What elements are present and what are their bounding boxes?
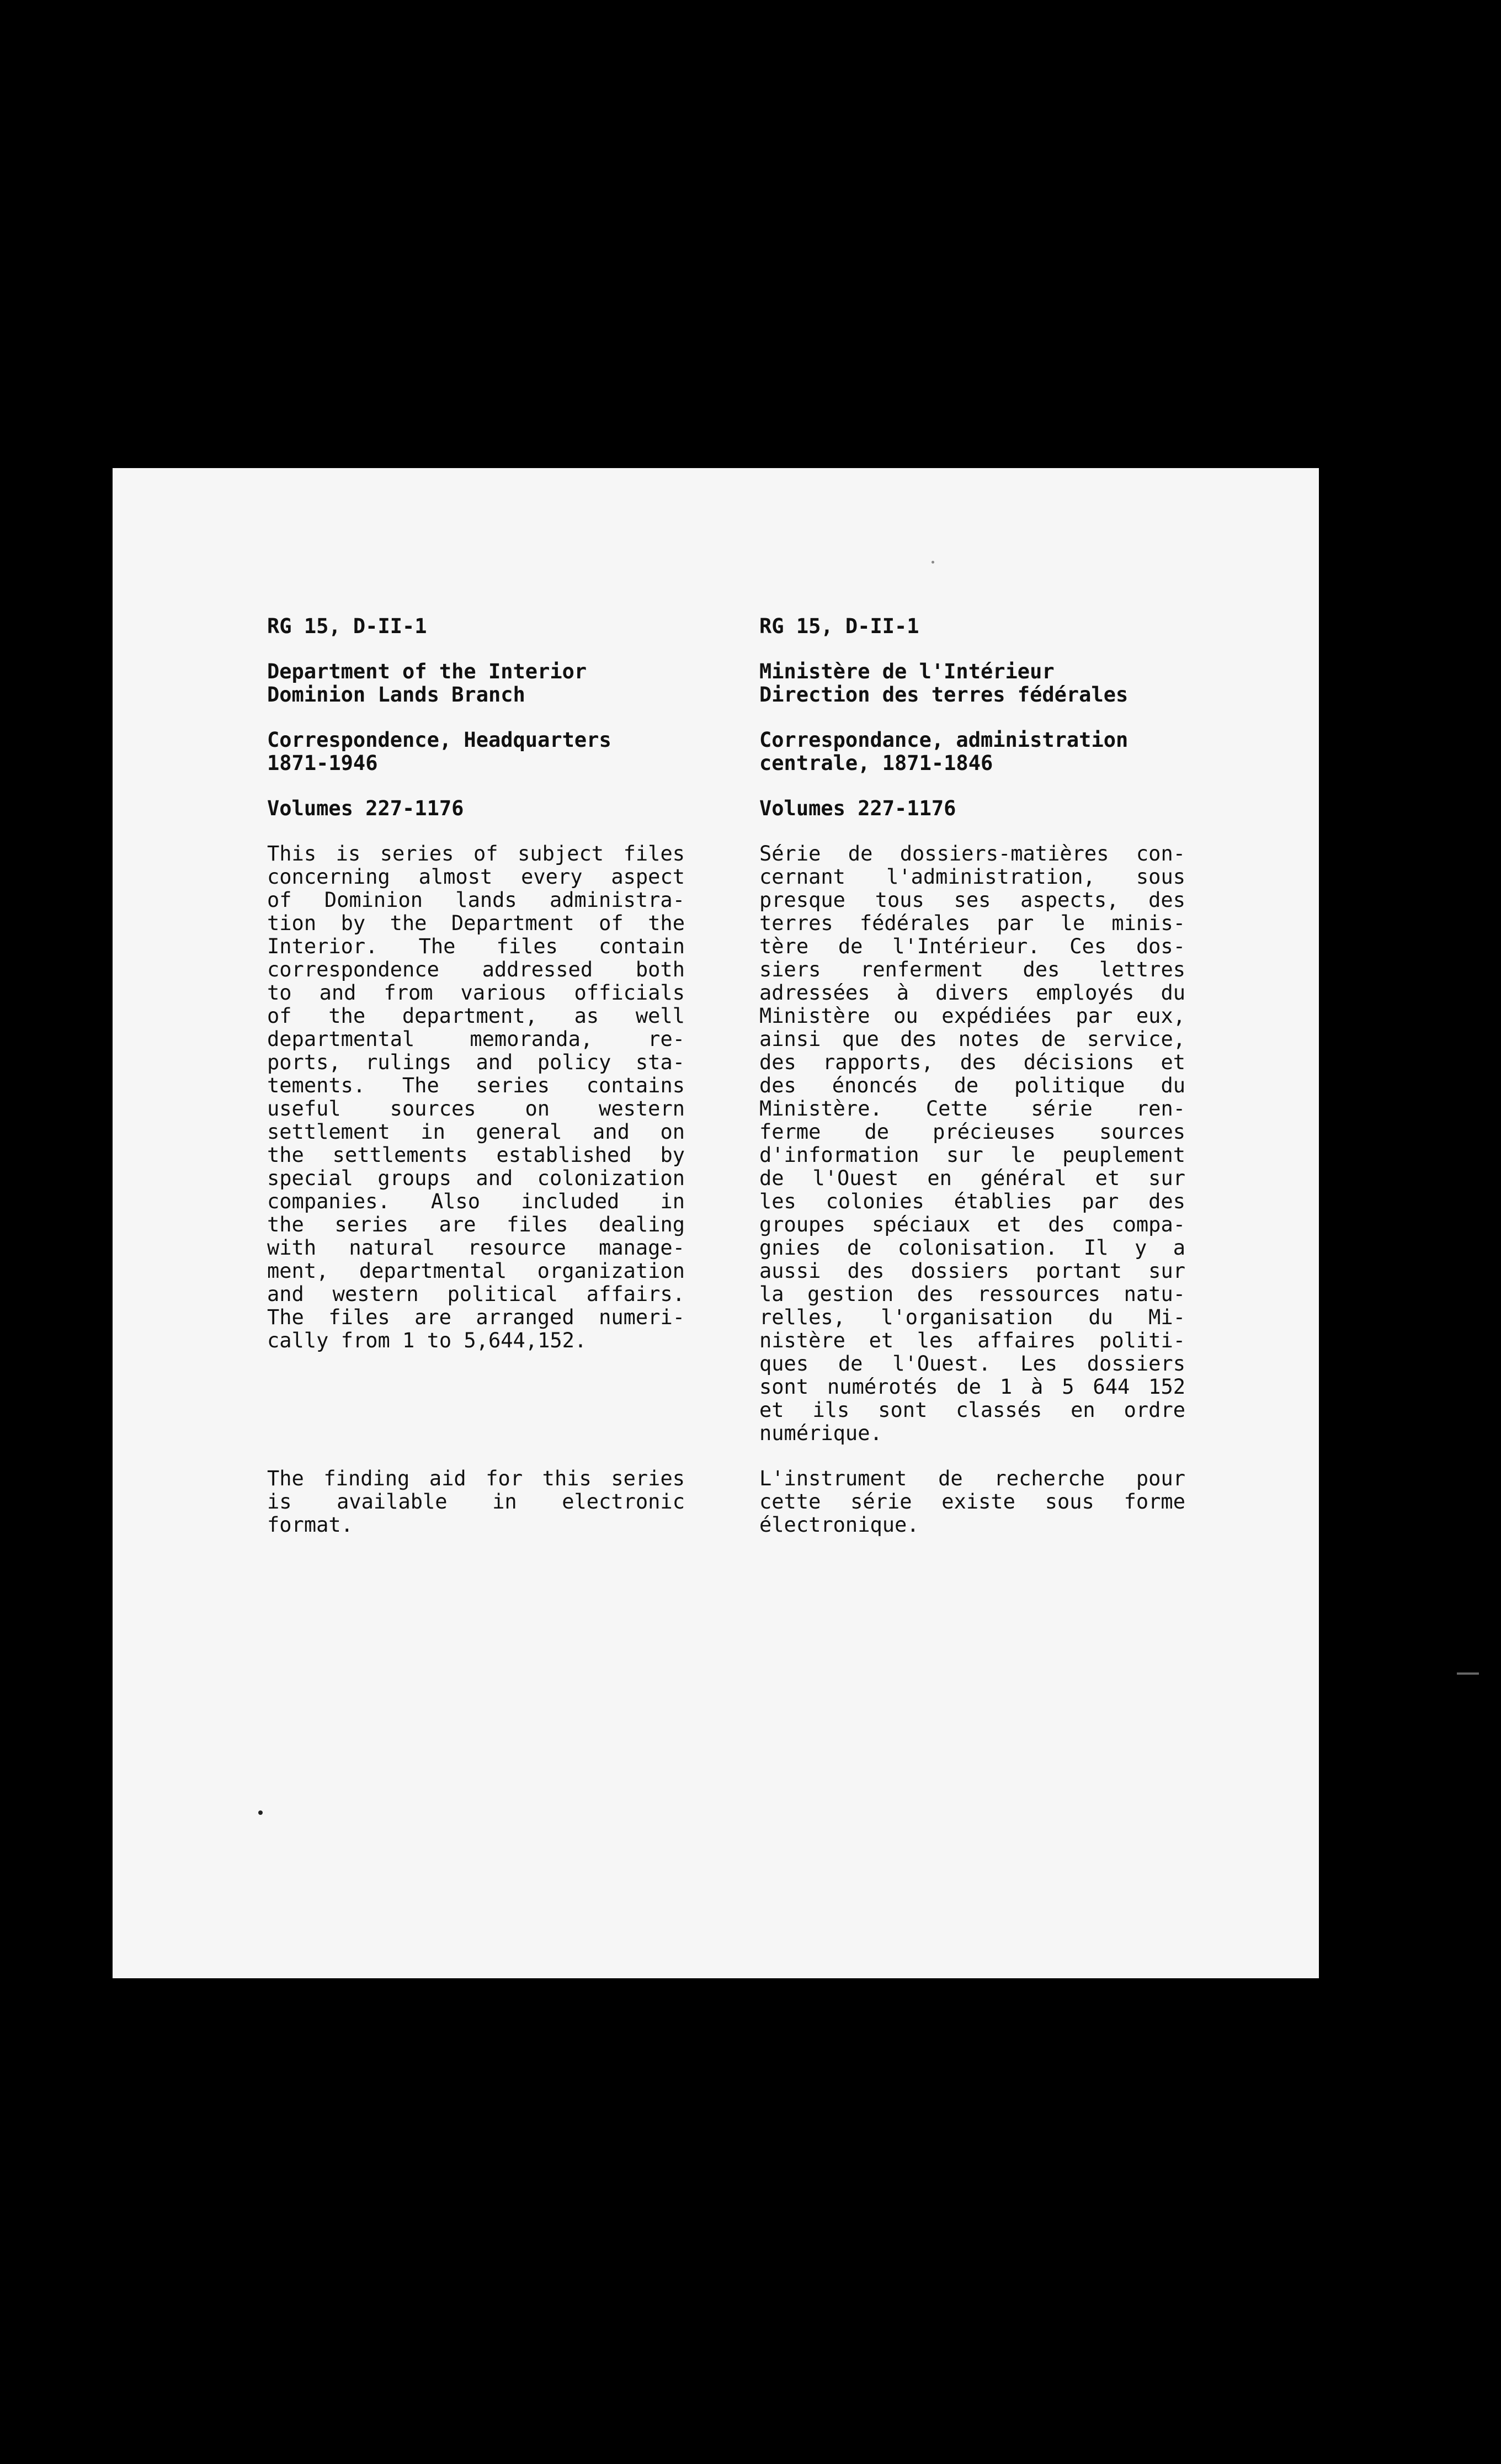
description-line: de l'Ouest en général et sur bbox=[759, 1166, 1185, 1190]
description-line: relles, l'organisation du Mi- bbox=[759, 1305, 1185, 1329]
description-line: et ils sont classés en ordre bbox=[759, 1398, 1185, 1422]
description-line: tion by the Department of the bbox=[267, 911, 685, 935]
description-line: tère de l'Intérieur. Ces dos- bbox=[759, 934, 1185, 958]
description-line: departmental memoranda, re- bbox=[267, 1027, 685, 1051]
volumes-fr bbox=[759, 797, 1185, 820]
description-line: nistère et les affaires politi- bbox=[759, 1329, 1185, 1352]
description-line: aussi des dossiers portant sur bbox=[759, 1259, 1185, 1283]
document-page bbox=[113, 468, 1319, 1978]
description-line: numérique. bbox=[759, 1421, 882, 1445]
description-line: Série de dossiers-matières con- bbox=[759, 842, 1185, 865]
finding-aid-en bbox=[267, 1467, 685, 1537]
volumes-line: Volumes 227-1176 bbox=[267, 796, 464, 820]
description-en bbox=[267, 842, 685, 1352]
finding-aid-fr bbox=[759, 1467, 1185, 1537]
description-line: Ministère. Cette série ren- bbox=[759, 1097, 1185, 1121]
description-line: of the department, as well bbox=[267, 1004, 685, 1028]
finding-aid-line: The finding aid for this series bbox=[267, 1467, 685, 1490]
series-title-fr bbox=[759, 729, 1185, 775]
description-line: the series are files dealing bbox=[267, 1213, 685, 1236]
description-line: Interior. The files contain bbox=[267, 934, 685, 958]
volumes-en bbox=[267, 797, 685, 820]
description-line: concerning almost every aspect bbox=[267, 865, 685, 889]
dept-line: Dominion Lands Branch bbox=[267, 683, 525, 707]
title-line: centrale, 1871-1846 bbox=[759, 751, 993, 775]
volumes-line: Volumes 227-1176 bbox=[759, 796, 956, 820]
description-line: ferme de précieuses sources bbox=[759, 1120, 1185, 1144]
description-line: groupes spéciaux et des compa- bbox=[759, 1213, 1185, 1236]
finding-aid-line: format. bbox=[267, 1513, 353, 1537]
description-line: to and from various officials bbox=[267, 981, 685, 1005]
english-column bbox=[267, 615, 685, 1374]
description-fr bbox=[759, 842, 1185, 1445]
description-line: Ministère ou expédiées par eux, bbox=[759, 1004, 1185, 1028]
title-line: Correspondance, administration bbox=[759, 728, 1129, 752]
description-line: This is series of subject files bbox=[267, 842, 685, 865]
description-line: The files are arranged numeri- bbox=[267, 1305, 685, 1329]
dept-line: Ministère de l'Intérieur bbox=[759, 660, 1055, 683]
ref-line: RG 15, D-II-1 bbox=[267, 614, 427, 638]
description-line: terres fédérales par le minis- bbox=[759, 911, 1185, 935]
description-line: la gestion des ressources natu- bbox=[759, 1282, 1185, 1306]
reference-number-fr bbox=[759, 615, 1185, 638]
description-line: companies. Also included in bbox=[267, 1189, 685, 1213]
title-line: 1871-1946 bbox=[267, 751, 378, 775]
description-line: of Dominion lands administra- bbox=[267, 888, 685, 912]
series-title-en bbox=[267, 729, 685, 775]
dept-line: Direction des terres fédérales bbox=[759, 683, 1129, 707]
ref-line: RG 15, D-II-1 bbox=[759, 614, 919, 638]
finding-aid-line: is available in electronic bbox=[267, 1490, 685, 1514]
description-line: des rapports, des décisions et bbox=[759, 1050, 1185, 1074]
description-line: ainsi que des notes de service, bbox=[759, 1027, 1185, 1051]
description-line: correspondence addressed both bbox=[267, 958, 685, 981]
department-heading-fr bbox=[759, 660, 1185, 707]
department-heading-en bbox=[267, 660, 685, 707]
description-line: ports, rulings and policy sta- bbox=[267, 1050, 685, 1074]
description-line: ment, departmental organization bbox=[267, 1259, 685, 1283]
finding-aid-line: électronique. bbox=[759, 1513, 919, 1537]
description-line: ques de l'Ouest. Les dossiers bbox=[759, 1352, 1185, 1376]
description-line: the settlements established by bbox=[267, 1143, 685, 1167]
french-column bbox=[759, 615, 1185, 1467]
description-line: tements. The series contains bbox=[267, 1074, 685, 1097]
description-line: useful sources on western bbox=[267, 1097, 685, 1121]
description-line: siers renferment des lettres bbox=[759, 958, 1185, 981]
reference-number-en bbox=[267, 615, 685, 638]
dept-line: Department of the Interior bbox=[267, 660, 587, 683]
description-line: sont numérotés de 1 à 5 644 152 bbox=[759, 1375, 1185, 1399]
finding-aid-line: L'instrument de recherche pour bbox=[759, 1467, 1185, 1490]
description-line: settlement in general and on bbox=[267, 1120, 685, 1144]
description-line: presque tous ses aspects, des bbox=[759, 888, 1185, 912]
description-line: special groups and colonization bbox=[267, 1166, 685, 1190]
scan-edge-mark bbox=[1457, 1672, 1479, 1675]
description-line: les colonies établies par des bbox=[759, 1189, 1185, 1213]
description-line: with natural resource manage- bbox=[267, 1236, 685, 1260]
ink-dot bbox=[258, 1810, 263, 1815]
description-line: d'information sur le peuplement bbox=[759, 1143, 1185, 1167]
description-line: des énoncés de politique du bbox=[759, 1074, 1185, 1097]
title-line: Correspondence, Headquarters bbox=[267, 728, 611, 752]
description-line: gnies de colonisation. Il y a bbox=[759, 1236, 1185, 1260]
finding-aid-line: cette série existe sous forme bbox=[759, 1490, 1185, 1514]
description-line: cally from 1 to 5,644,152. bbox=[267, 1329, 587, 1352]
description-line: cernant l'administration, sous bbox=[759, 865, 1185, 889]
paper-speck bbox=[932, 561, 934, 564]
description-line: adressées à divers employés du bbox=[759, 981, 1185, 1005]
description-line: and western political affairs. bbox=[267, 1282, 685, 1306]
